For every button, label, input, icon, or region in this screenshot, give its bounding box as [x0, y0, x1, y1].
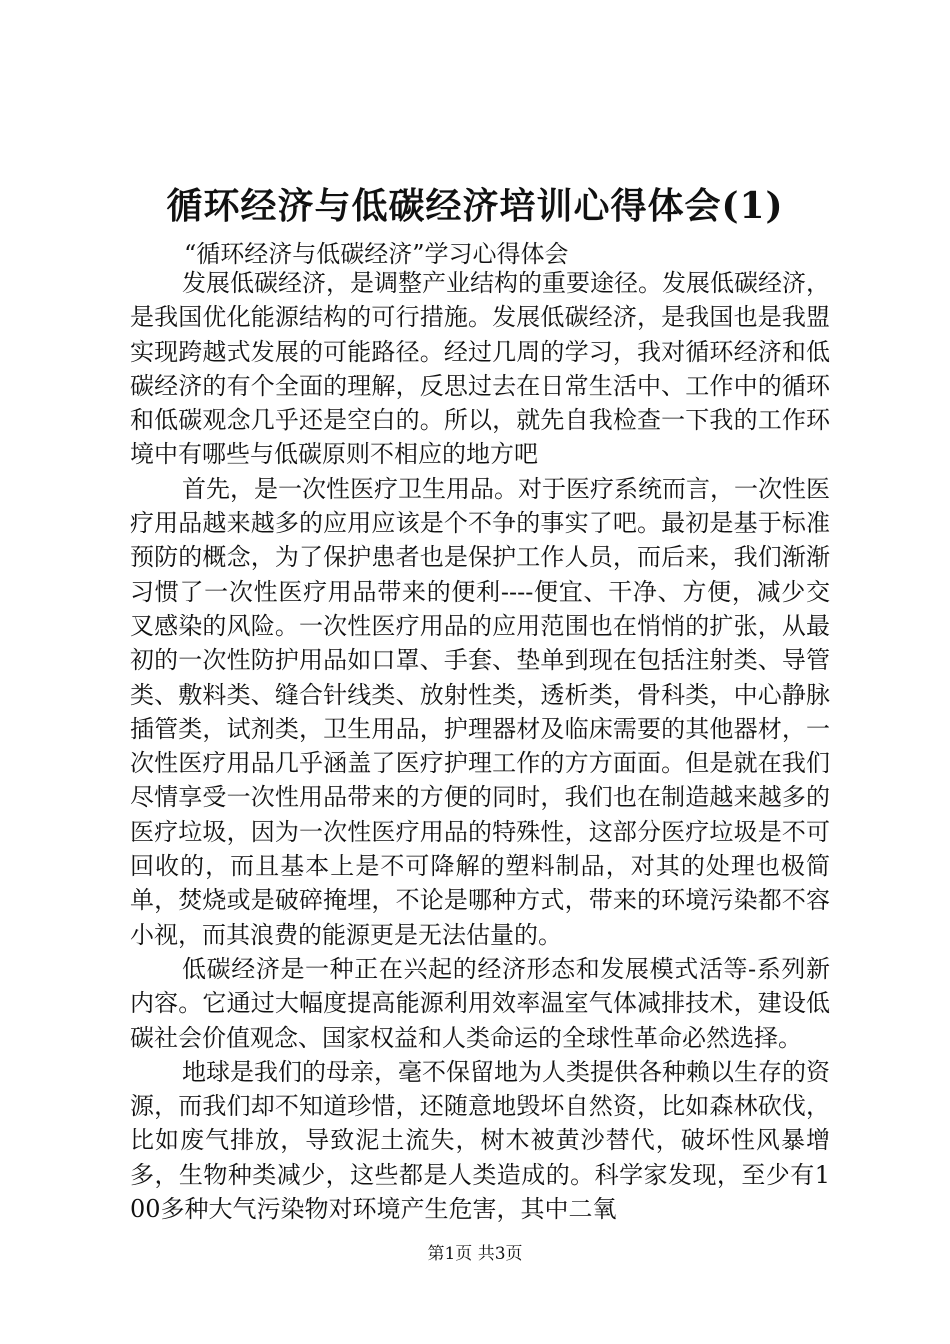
document-body — [130, 266, 830, 1226]
page-footer: 第1页 共3页 — [427, 1244, 523, 1264]
paragraph: 发展低碳经济，是调整产业结构的重要途径。发展低碳经济，是我国优化能源结构的可行措施。发展低碳经济，是我国也是我盟实现跨越式发展的可能路径。经过几周的学习，我对循环经济和低碳经济的有个全面的理解，反思过去在日常生活中、工作中的循环和低碳观念几乎还是空白的。所以，就先自我检查一下我的工作环境中有哪些与低碳原则不相应的地方吧 — [130, 269, 830, 469]
paragraph: 首先，是一次性医疗卫生用品。对于医疗系统而言，一次性医疗用品越来越多的应用应该是个不争的事实了吧。最初是基于标准预防的概念，为了保护患者也是保护工作人员，而后来，我们渐渐习惯了一次性医疗用品带来的便利----便宜、干净、方便，减少交叉感染的风险。一次性医疗用品的应用范围也在悄悄的扩张，从最初的一次性防护用品如口罩、手套、垫单到现在包括注射类、导管类、敷料类、缝合针线类、放射性类，透析类，骨科类，中心静脉插管类，试剂类，卫生用品，护理器材及临床需要的其他器材，一次性医疗用品几乎涵盖了医疗护理工作的方方面面。但是就在我们尽情享受一次性用品带来的方便的同时，我们也在制造越来越多的医疗垃圾，因为一次性医疗用品的特殊性，这部分医疗垃圾是不可回收的，而且基本上是不可降解的塑料制品，对其的处理也极简单，焚烧或是破碎掩埋，不论是哪种方式，带来的环境污染都不容小视，而其浪费的能源更是无法估量的。 — [130, 474, 830, 949]
document-title: 循环经济与低碳经济培训心得体会(1) — [166, 185, 784, 227]
document-subtitle: “循环经济与低碳经济”学习心得体会 — [184, 240, 569, 268]
paragraph: 低碳经济是一种正在兴起的经济形态和发展模式活等-系列新内容。它通过大幅度提高能源利用效率温室气体减排技术，建设低碳社会价值观念、国家权益和人类命运的全球性革命必然选择。 — [130, 954, 830, 1052]
paragraph: 地球是我们的母亲，毫不保留地为人类提供各种赖以生存的资源，而我们却不知道珍惜，还随意地毁坏自然资，比如森林砍伐，比如废气排放，导致泥土流失，树木被黄沙替代，破坏性风暴增多，生物种类减少，这些都是人类造成的。科学家发现，至少有100多种大气污染物对环境产生危害，其中二氧 — [130, 1057, 830, 1224]
